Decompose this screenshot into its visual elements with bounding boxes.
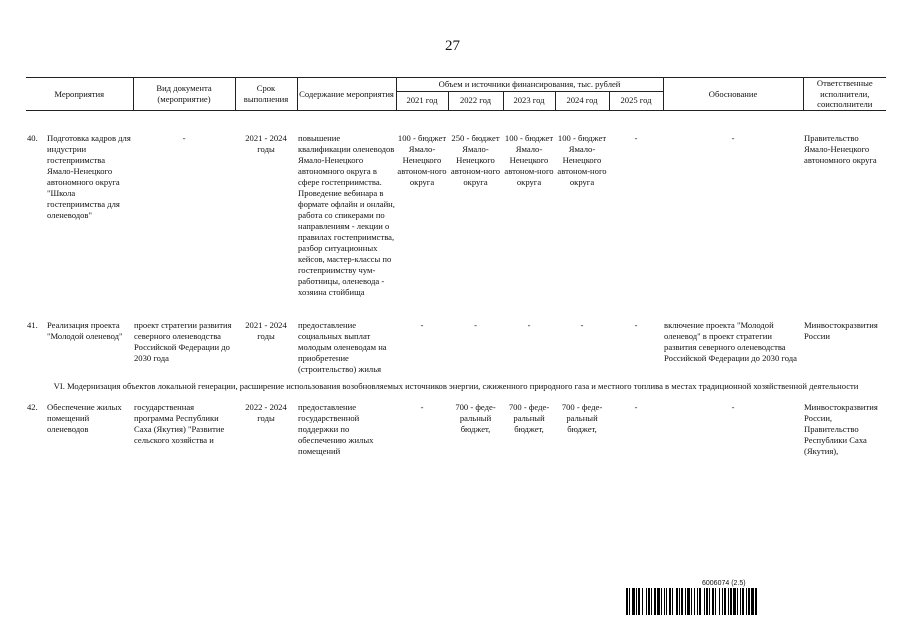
row-doc-type: проект стратегии развития северного оленеводства Российской Федерации до 2030 года (134, 319, 232, 363)
page-number: 27 (445, 38, 460, 54)
row-deadline: 2022 - 2024 годы (245, 401, 287, 423)
row-responsible: Минвостокразвития России (804, 319, 878, 341)
row-funding-2021: - (420, 401, 424, 412)
barcode-block (626, 580, 757, 615)
row-number: 41. (27, 319, 38, 330)
row-funding-2025: - (634, 132, 638, 143)
row-event (26, 320, 133, 375)
header-doc-type: Вид документа (мероприятие) (133, 78, 235, 111)
row-justification: - (731, 401, 735, 412)
row-event-text: Обеспечение жилых помещений оленеводов (47, 401, 122, 434)
row-number: 42. (27, 401, 38, 412)
row-content: предоставление государственной поддержки по обеспечению жилых помещений (298, 401, 374, 456)
row-funding-2023: - (527, 319, 531, 330)
row-content: повышение квалификации оленеводов Ямало-Ненецкого автономного округа в сфере гостеприимства. Проведение вебинара в формате офлайн и онлайн, работа со спикерами по направлениям - лекции о правилах гостеприимства, разбор ситуационных кейсов, мастер-классы по гостеприимству чум-работницы, оленевода - хозяина стойбища (298, 132, 395, 297)
header-deadline: Срок выполнения (235, 78, 297, 111)
row-funding-2024: - (580, 319, 584, 330)
row-number: 40. (27, 132, 38, 143)
header-year-2023: 2023 год (503, 91, 555, 110)
row-funding-2025: - (634, 319, 638, 330)
row-event (26, 133, 133, 298)
row-funding-2023: 100 - бюджет Ямало-Ненецкого автоном-ного округа (504, 132, 554, 187)
header-content: Содержание мероприятия (297, 78, 396, 111)
row-event (26, 402, 133, 457)
row-funding-2025: - (634, 401, 638, 412)
row-justification: - (731, 132, 735, 143)
row-doc-type: - (182, 132, 186, 143)
barcode-image (626, 588, 757, 615)
header-year-2024: 2024 год (555, 91, 609, 110)
row-funding-2022: 250 - бюджет Ямало-Ненецкого автоном-ного округа (450, 132, 501, 187)
header-events: Мероприятия (26, 78, 133, 111)
header-row-top (26, 78, 886, 92)
row-funding-2021: 100 - бюджет Ямало-Ненецкого автоном-ного округа (397, 132, 447, 187)
row-funding-2022: 700 - феде-ральный бюджет, (455, 401, 496, 434)
row-event-text: Реализация проекта "Молодой оленевод" (47, 319, 123, 341)
row-event-text: Подготовка кадров для индустрии гостеприимства Ямало-Ненецкого автономного округа "Школа гостеприимства для оленеводов" (47, 132, 131, 220)
row-funding-2024: 700 - феде-ральный бюджет, (561, 401, 603, 434)
row-doc-type: государственная программа Республики Саха (Якутия) "Развитие сельского хозяйства и (134, 401, 225, 445)
table-row (26, 133, 886, 298)
row-responsible: Минвостокразвития России, Правительство Республики Саха (Якутия), (804, 401, 878, 456)
header-year-2021: 2021 год (396, 91, 448, 110)
row-justification: включение проекта "Молодой оленевод" в проект стратегии развития северного оленеводства Российской Федерации до 2030 года (664, 319, 797, 363)
table-row (26, 402, 886, 457)
header-year-2022: 2022 год (448, 91, 503, 110)
row-deadline: 2021 - 2024 годы (245, 132, 287, 154)
row-funding-2022: - (474, 319, 477, 330)
row-responsible: Правительство Ямало-Ненецкого автономного округа (804, 132, 877, 165)
header-responsible: Ответственные исполнители, соисполнители (803, 78, 886, 111)
header-justification: Обоснование (663, 78, 803, 111)
row-funding-2024: 100 - бюджет Ямало-Ненецкого автоном-ного округа (557, 132, 607, 187)
row-content: предоставление социальных выплат молодым оленеводам на приобретение (строительство) жилья (298, 319, 387, 374)
activities-table (26, 77, 886, 457)
section-heading: VI. Модернизация объектов локальной генерации, расширение использования возобновляемых источников энергии, сжиженного природного газа и местного топлива в местах традиционной хозяйственной деятельности (53, 380, 859, 391)
header-year-2025: 2025 год (609, 91, 663, 110)
section-heading-row (26, 375, 886, 402)
table-row (26, 320, 886, 375)
row-funding-2023: 700 - феде-ральный бюджет, (508, 401, 550, 434)
header-financing: Объем и источники финансирования, тыс. рублей (396, 78, 663, 92)
barcode-label: 6006074 (2.5) (702, 580, 746, 587)
row-funding-2021: - (420, 319, 424, 330)
row-deadline: 2021 - 2024 годы (245, 319, 287, 341)
